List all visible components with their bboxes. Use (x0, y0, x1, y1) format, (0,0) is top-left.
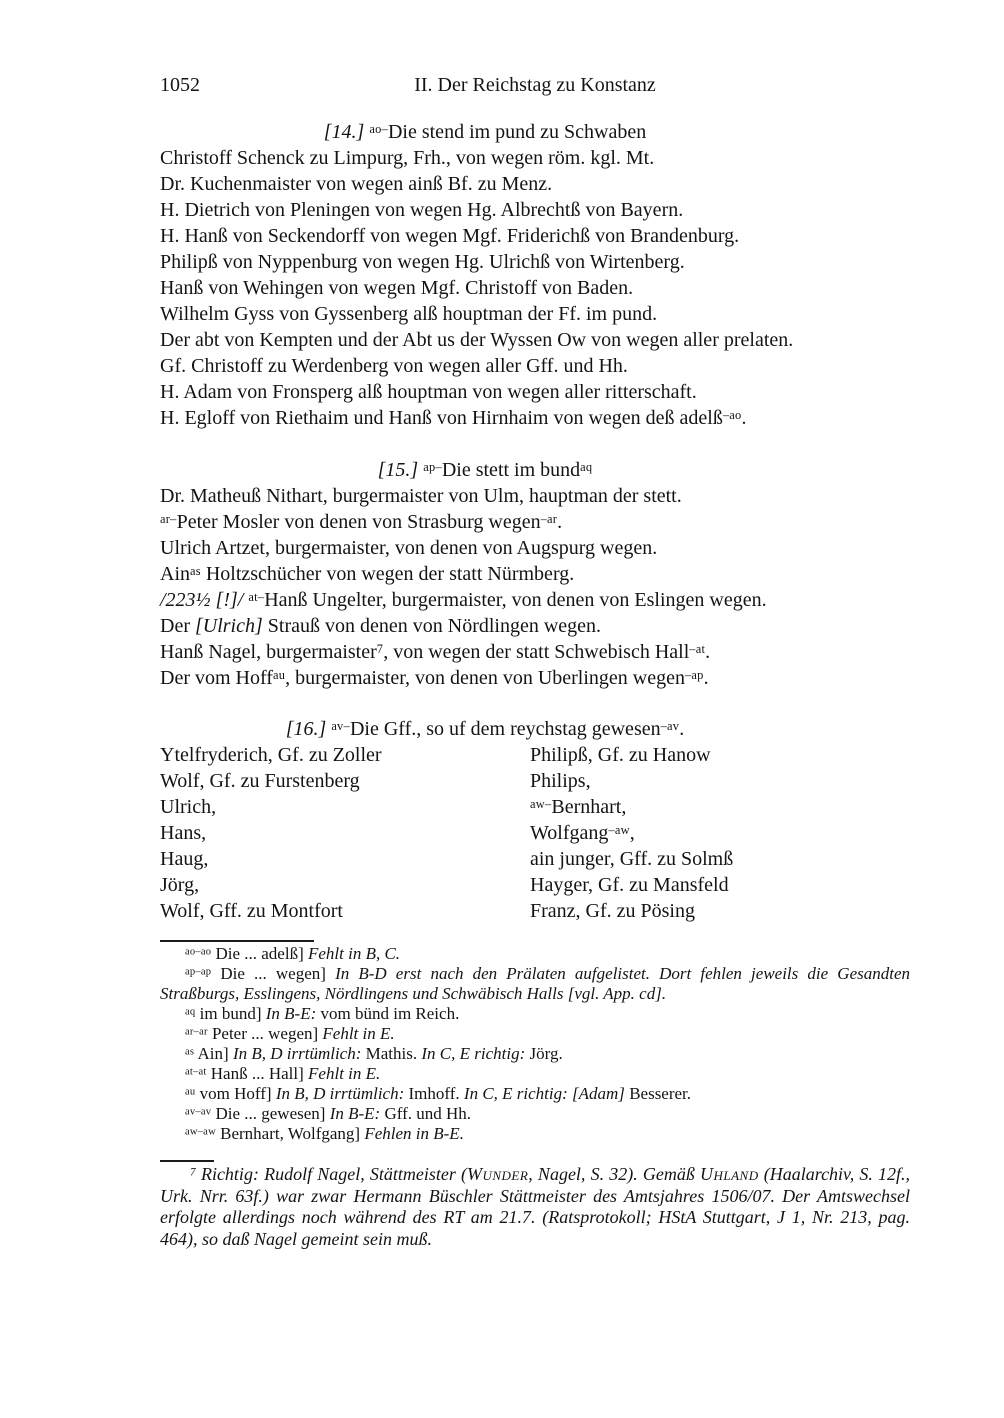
page-number: 1052 (160, 74, 200, 96)
page-header (160, 72, 910, 98)
text-segment: Fehlt in B, C. (307, 944, 401, 963)
text-line (160, 275, 910, 301)
superscript-siglum: ap–ap (185, 966, 212, 978)
superscript-siglum: au (272, 667, 286, 682)
text-line (160, 794, 530, 820)
text-segment: Hanß von Wehingen von wegen Mgf. Christoff von Baden. (160, 277, 634, 299)
commentary-footnote (160, 1164, 910, 1250)
section-15-lines (160, 483, 910, 691)
text-segment: In B-E: (265, 1004, 317, 1023)
text-segment: Dr. Matheuß Nithart, burgermaister von Ulm, hauptman der stett. (160, 485, 682, 507)
running-head: II. Der Reichstag zu Konstanz (414, 74, 656, 96)
text-line (160, 846, 530, 872)
superscript-siglum: av–av (185, 1106, 212, 1118)
text-segment: , burgermaister, von denen von Uberlingen wegen (285, 667, 685, 689)
text-segment: Franz, Gf. zu Pösing (530, 900, 695, 922)
text-line (160, 223, 910, 249)
text-line (160, 379, 910, 405)
text-line (160, 964, 910, 1004)
superscript-siglum: as (185, 1046, 195, 1058)
text-segment: [Ulrich] (194, 615, 263, 637)
text-segment: , von wegen der statt Schwebisch Hall (383, 641, 690, 663)
text-line (160, 405, 910, 431)
text-segment: Der vom Hoff (160, 667, 273, 689)
text-segment: Peter ... wegen] (207, 1024, 323, 1043)
text-line (160, 768, 530, 794)
text-segment: Uhland (699, 1164, 759, 1184)
text-segment: Richtig: Rudolf Nagel, Stättmeister ( (195, 1164, 467, 1184)
text-line (160, 1024, 910, 1044)
text-segment: Imhoff. (404, 1084, 464, 1103)
text-segment: H. Hanß von Seckendorff von wegen Mgf. Friderichß von Brandenburg. (160, 225, 740, 247)
text-segment: Ain (160, 563, 190, 585)
text-line (160, 171, 910, 197)
text-line (160, 639, 910, 665)
text-segment: (Haalarchiv, S. 12f., Urk. Nrr. 63f.) war zwar Hermann Büschler Stättmeister des Amtsjahres 1506/07. Der Amtswechsel erfolgte allerdings noch während des RT am 21.7. (Ratsprotokoll; HStA Stuttgart, J 1, Nr. 213, pag. 464), so daß Nagel gemeint sein muß. (160, 1164, 910, 1249)
text-line (530, 742, 910, 768)
text-segment: [15.] (377, 459, 424, 481)
text-line (160, 1104, 910, 1124)
section-15-heading (160, 457, 810, 483)
superscript-siglum: aq (185, 1006, 196, 1018)
text-segment: Ytelfryderich, Gf. zu Zoller (160, 744, 382, 766)
superscript-siglum: at–at (185, 1066, 207, 1078)
text-line (160, 301, 910, 327)
critical-apparatus (160, 944, 910, 1144)
text-segment: . (679, 718, 685, 740)
text-segment: Jörg. (525, 1044, 563, 1063)
text-segment: . (703, 667, 709, 689)
text-segment: Fehlt in E. (322, 1024, 395, 1043)
text-segment: Wolf, Gf. zu Furstenberg (160, 770, 360, 792)
text-line (530, 898, 910, 924)
text-segment: Die stend im pund zu Schwaben (387, 121, 647, 143)
text-segment: Hanß Nagel, burgermaister (160, 641, 377, 663)
text-segment: Die stett im bund (441, 459, 581, 481)
text-segment: Die ... adelß] (211, 944, 308, 963)
text-segment: , (629, 822, 635, 844)
superscript-siglum: –at (689, 641, 706, 656)
superscript-siglum: aw–aw (185, 1126, 216, 1138)
section-16-heading (160, 716, 810, 742)
superscript-siglum: –av (660, 718, 680, 733)
text-segment: Die ... wegen] (211, 964, 336, 983)
superscript-siglum: aw– (530, 796, 552, 811)
text-segment: vom bünd im Reich. (316, 1004, 460, 1023)
apparatus-separator-rule (160, 940, 314, 942)
text-segment: In C, E richtig: (421, 1044, 526, 1063)
superscript-siglum: as (190, 563, 201, 578)
section-14-heading (160, 119, 810, 145)
text-line (160, 872, 530, 898)
text-segment: Gf. Christoff zu Werdenberg von wegen aller Gff. und Hh. (160, 355, 628, 377)
text-segment: Wunder (466, 1164, 529, 1184)
superscript-siglum: au (185, 1086, 196, 1098)
superscript-siglum: ao–ao (185, 946, 212, 958)
text-line (160, 561, 910, 587)
text-segment: Jörg, (160, 874, 200, 896)
text-line (160, 353, 910, 379)
text-segment: In B-D erst nach den Prälaten aufgelistet. Dort fehlen jeweils die Gesandten Straßburgs, Esslingens, Nördlingens und Schwäbisch Halls [vgl. App. cd]. (160, 964, 910, 1003)
section-14-lines (160, 145, 910, 431)
text-segment: . (705, 641, 711, 663)
text-line (160, 742, 530, 768)
text-segment: Philipß, Gf. zu Hanow (530, 744, 711, 766)
superscript-siglum: 7 (190, 1166, 196, 1179)
text-segment: , Nagel, S. 32). Gemäß (528, 1164, 700, 1184)
text-block (160, 0, 910, 1250)
text-line (160, 898, 530, 924)
superscript-siglum: –ar (540, 511, 558, 526)
text-segment: /223½ [!]/ (160, 589, 249, 611)
superscript-siglum: at– (248, 589, 265, 604)
text-line (160, 1124, 910, 1144)
text-line (160, 1044, 910, 1064)
text-segment: Hayger, Gf. zu Mansfeld (530, 874, 729, 896)
text-line (160, 820, 530, 846)
commentary-separator-rule (160, 1160, 214, 1162)
text-segment: Philipß von Nyppenburg von wegen Hg. Ulrichß von Wirtenberg. (160, 251, 685, 273)
text-segment: Wilhelm Gyss von Gyssenberg alß houptman der Ff. im pund. (160, 303, 658, 325)
text-segment: Wolfgang (530, 822, 609, 844)
text-segment: In C, E richtig: [Adam] (463, 1084, 625, 1103)
text-segment: . (741, 407, 747, 429)
superscript-siglum: ap– (423, 459, 442, 474)
text-segment: Peter Mosler von denen von Strasburg wegen (176, 511, 541, 533)
text-segment: Haug, (160, 848, 209, 870)
text-line (160, 1084, 910, 1104)
text-segment: Philips, (530, 770, 591, 792)
text-segment: Dr. Kuchenmaister von wegen ainß Bf. zu Menz. (160, 173, 553, 195)
text-line (160, 1064, 910, 1084)
text-segment: Der abt von Kempten und der Abt us der Wyssen Ow von wegen aller prelaten. (160, 329, 794, 351)
text-segment: Christoff Schenck zu Limpurg, Frh., von wegen röm. kgl. Mt. (160, 147, 655, 169)
section-16-column-right (530, 742, 910, 924)
text-segment: Wolf, Gff. zu Montfort (160, 900, 343, 922)
text-line (160, 665, 910, 691)
text-segment: Hans, (160, 822, 207, 844)
superscript-siglum: –ap (684, 667, 704, 682)
text-line (160, 587, 910, 613)
text-segment: Fehlt in E. (308, 1064, 381, 1083)
text-line (160, 197, 910, 223)
text-segment: Gff. und Hh. (380, 1104, 472, 1123)
text-segment: H. Egloff von Riethaim und Hanß von Hirnhaim von wegen deß adelß (160, 407, 723, 429)
superscript-siglum: ar– (160, 511, 177, 526)
text-line (530, 846, 910, 872)
text-segment: H. Dietrich von Pleningen von wegen Hg. Albrechtß von Bayern. (160, 199, 684, 221)
text-segment: Ulrich Artzet, burgermaister, von denen von Augspurg wegen. (160, 537, 658, 559)
text-segment: In B, D irrtümlich: (232, 1044, 362, 1063)
text-line (160, 327, 910, 353)
superscript-siglum: –aw (608, 822, 630, 837)
text-segment: Holtzschücher von wegen der statt Nürmberg. (200, 563, 575, 585)
superscript-siglum: aq (580, 459, 593, 474)
text-segment: Die Gff., so uf dem reychstag gewesen (349, 718, 661, 740)
superscript-siglum: –ao (722, 407, 742, 422)
text-segment: [14.] (323, 121, 370, 143)
superscript-siglum: ar–ar (185, 1026, 208, 1038)
text-line (160, 535, 910, 561)
text-segment: [16.] (285, 718, 332, 740)
text-line (160, 145, 910, 171)
text-line (160, 1004, 910, 1024)
text-line (530, 872, 910, 898)
text-segment: Der (160, 615, 195, 637)
text-segment: H. Adam von Fronsperg alß houptman von wegen aller ritterschaft. (160, 381, 697, 403)
section-16-columns (160, 742, 910, 924)
text-line (160, 483, 910, 509)
text-segment: . (557, 511, 563, 533)
text-line (530, 768, 910, 794)
superscript-siglum: av– (331, 718, 350, 733)
text-segment: In B, D irrtümlich: (275, 1084, 405, 1103)
superscript-siglum: 7 (376, 641, 384, 656)
section-16-column-left (160, 742, 530, 924)
text-line (160, 249, 910, 275)
text-segment: Die ... gewesen] (211, 1104, 330, 1123)
text-segment: Bernhart, Wolfgang] (215, 1124, 365, 1143)
text-segment: In B-E: (329, 1104, 381, 1123)
text-segment: Hanß ... Hall] (206, 1064, 309, 1083)
text-line (160, 944, 910, 964)
superscript-siglum: ao– (369, 121, 388, 136)
text-line (530, 820, 910, 846)
text-line (160, 613, 910, 639)
text-segment: Hanß Ungelter, burgermaister, von denen von Eslingen wegen. (264, 589, 767, 611)
text-line (160, 509, 910, 535)
text-line (530, 794, 910, 820)
text-segment: vom Hoff] (195, 1084, 276, 1103)
text-segment: Ain] (194, 1044, 233, 1063)
text-segment: Bernhart, (551, 796, 627, 818)
text-segment: Fehlen in B-E. (364, 1124, 464, 1143)
text-segment: Ulrich, (160, 796, 217, 818)
text-segment: ain junger, Gff. zu Solmß (530, 848, 734, 870)
text-segment: Strauß von denen von Nördlingen wegen. (262, 615, 602, 637)
text-segment: im bund] (195, 1004, 266, 1023)
text-segment: Besserer. (624, 1084, 692, 1103)
text-segment: Mathis. (361, 1044, 422, 1063)
